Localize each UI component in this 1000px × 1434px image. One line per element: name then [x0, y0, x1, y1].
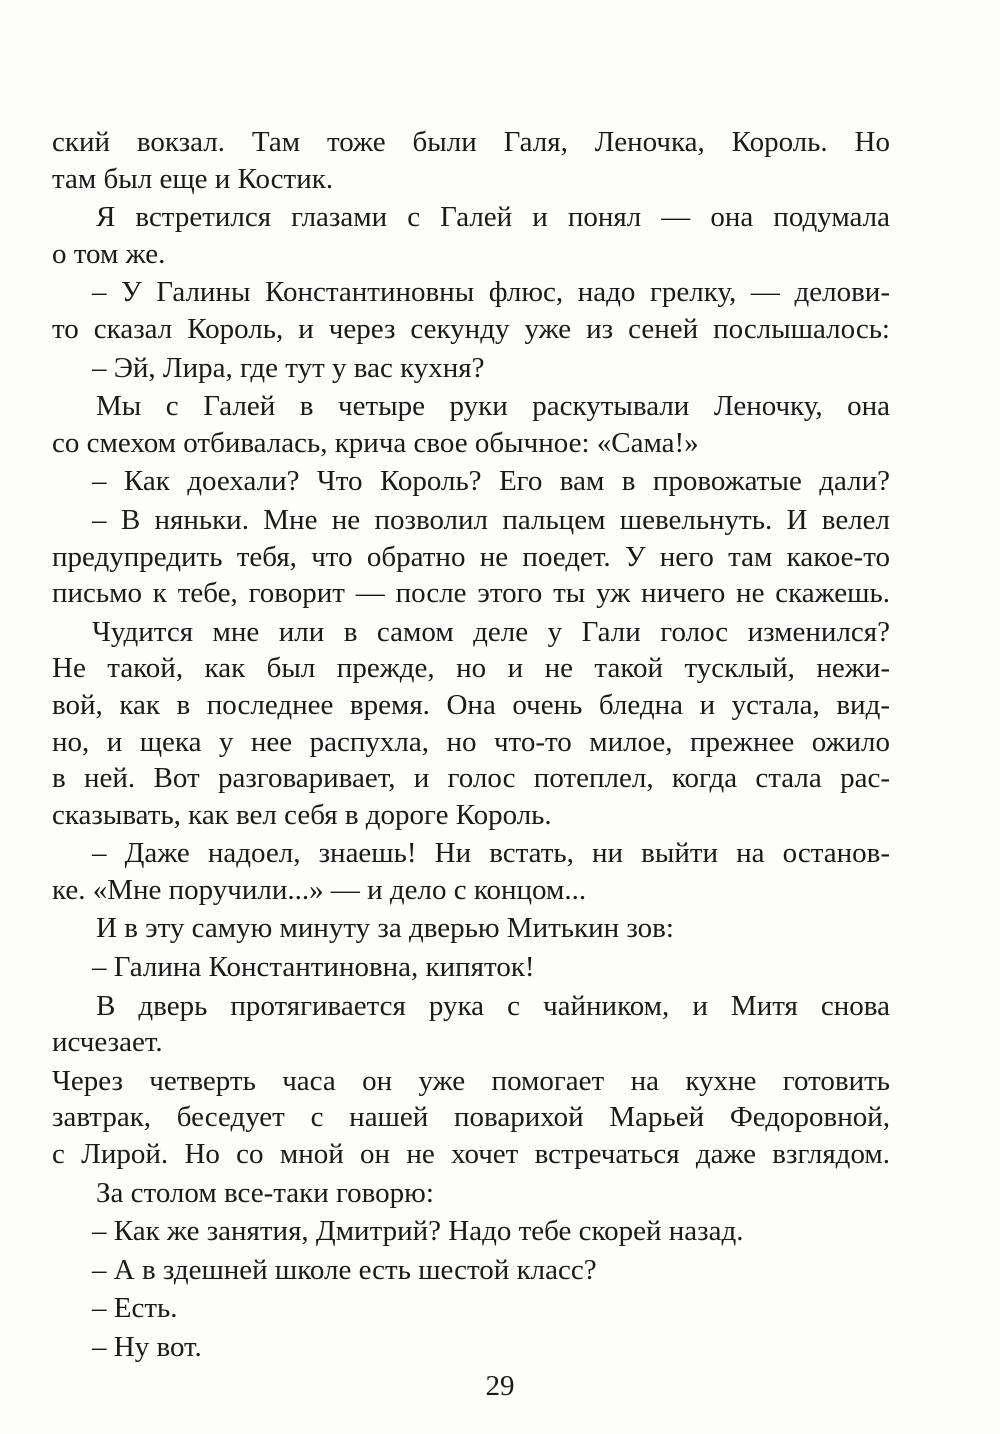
paragraph-first-line: Через четверть часа он уже помогает на кухне готовить	[52, 1064, 890, 1097]
paragraph-first-line: И в эту самую минуту за дверью Митькин зов:	[96, 912, 674, 945]
text-line: Не такой, как был прежде, но и не такой тусклый, нежи-	[52, 652, 890, 685]
paragraph-first-line: За столом все-таки говорю:	[96, 1176, 434, 1209]
paragraph-first-line: – В няньки. Мне не позволил пальцем шевельнуть. И велел	[92, 503, 890, 536]
paragraph-first-line: – Как же занятия, Дмитрий? Надо тебе скорей назад.	[92, 1215, 744, 1248]
text-line: письмо к тебе, говорит — после этого ты уж ничего не скажешь.	[52, 577, 890, 610]
paragraph-first-line: – У Галины Константиновны флюс, надо грелку, — делови-	[92, 276, 890, 309]
text-line: с Лирой. Но со мной он не хочет встречаться даже взглядом.	[52, 1138, 890, 1171]
paragraph-first-line: – Даже надоел, знаешь! Ни встать, ни выйти на останов-	[92, 837, 890, 870]
page-number: 29	[485, 1370, 515, 1402]
text-line: вой, как в последнее время. Она очень бледна и устала, вид-	[52, 688, 890, 721]
page-body-text	[52, 124, 890, 1366]
text-line: исчезает.	[52, 1026, 163, 1059]
text-line: ке. «Мне поручили...» — и дело с концом...	[52, 873, 587, 906]
text-line: сказывать, как вел себя в дороге Король.	[52, 798, 552, 831]
text-line: но, и щека у нее распухла, но что-то милое, прежнее ожило	[52, 725, 890, 758]
text-line: в ней. Вот разговаривает, и голос потеплел, когда стала рас-	[52, 762, 890, 795]
text-line: завтрак, беседует с нашей поварихой Марьей Федоровной,	[52, 1101, 890, 1134]
paragraph-first-line: – Галина Константиновна, кипяток!	[92, 951, 535, 984]
text-line: там был еще и Костик.	[52, 162, 334, 195]
paragraph-first-line: В дверь протягивается рука с чайником, и Митя снова	[96, 989, 890, 1022]
paragraph-first-line: – Ну вот.	[92, 1331, 202, 1363]
paragraph-first-line: – Есть.	[92, 1292, 178, 1325]
text-line: ский вокзал. Там тоже были Галя, Леночка, Король. Но	[52, 126, 890, 158]
paragraph-first-line: Я встретился глазами с Галей и понял — она подумала	[96, 201, 890, 234]
text-line: то сказал Король, и через секунду уже из сеней послышалось:	[52, 312, 890, 345]
text-line: со смехом отбивалась, крича свое обычное: «Сама!»	[52, 426, 699, 459]
text-line: о том же.	[52, 237, 166, 270]
paragraph-first-line: – Как доехали? Что Король? Его вам в провожатые дали?	[92, 465, 890, 498]
text-line: предупредить тебя, что обратно не поедет. У него там какое-то	[52, 540, 890, 573]
paragraph-first-line: – А в здешней школе есть шестой класс?	[92, 1253, 597, 1286]
paragraph-first-line: Чудится мне или в самом деле у Гали голос изменился?	[92, 615, 890, 648]
paragraph-first-line: Мы с Галей в четыре руки раскутывали Леночку, она	[96, 390, 890, 423]
paragraph-first-line: – Эй, Лира, где тут у вас кухня?	[92, 351, 485, 384]
